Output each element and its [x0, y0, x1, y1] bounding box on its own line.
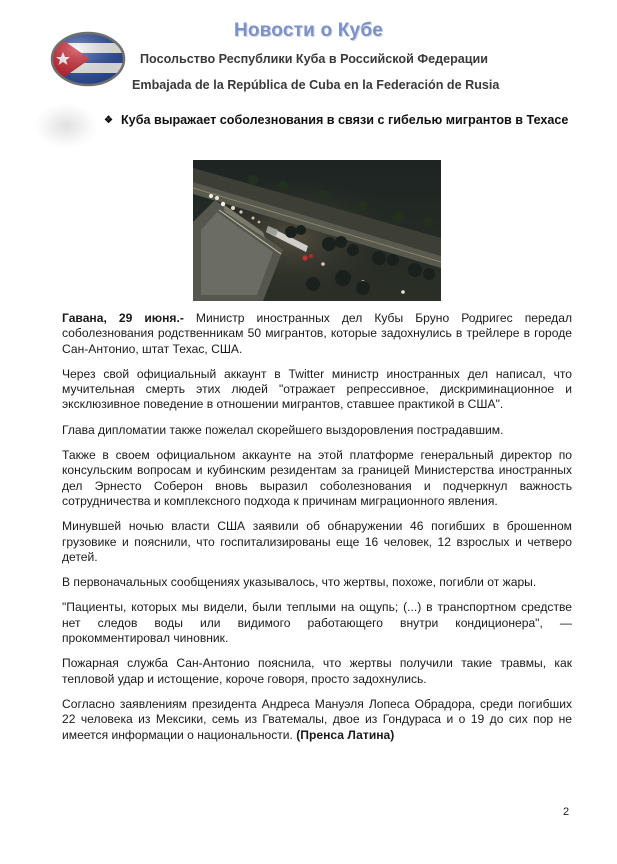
paragraph-9-text: Согласно заявлениям президента Андреса Мануэля Лопеса Обрадора, среди погибших 22 человека из Мексики, семь из Гватемалы, двое из Гондураса и о 19 до сих пор не имеется информации о национальности.: [62, 696, 572, 742]
article-headline: [104, 113, 568, 127]
headline-text: Куба выражает соболезнования в связи с гибелью мигрантов в Техасе: [121, 113, 569, 127]
article-photo: [193, 160, 441, 301]
decorative-blur: [35, 104, 97, 148]
newsletter-title: Новости о Кубе: [233, 20, 384, 41]
paragraph-4: Также в своем официальном аккаунте на этой платформе генеральный директор по консульским вопросам и кубинским резидентам за границей Министерства иностранных дел Эрнесто Соберон вновь выразил соболезнования и подчеркнул важность сотрудничества и комплексного подхода к причинам миграционного явления.: [62, 448, 572, 508]
news-source: (Пренса Латина): [296, 727, 395, 742]
dateline: Гавана, 29 июня.-: [62, 311, 184, 325]
article-body: [62, 311, 572, 743]
paragraph-2: Через свой официальный аккаунт в Twitter министр иностранных дел написал, что мучительная смерть этих людей "отражает репрессивное, дискриминационное и эксклюзивное поведение в отношении мигрантов, ставшее практикой в США".: [62, 366, 572, 412]
paragraph-9: [62, 697, 572, 743]
paragraph-6: В первоначальных сообщениях указывалось, что жертвы, похоже, погибли от жары.: [62, 575, 537, 590]
paragraph-1: [62, 311, 572, 357]
paragraph-8: Пожарная служба Сан-Антонио пояснила, что жертвы получили такие травмы, как тепловой удар и истощение, короче говоря, просто задохнулись.: [62, 656, 572, 686]
embassy-name-es: Embajada de la República de Cuba en la Federación de Rusia: [132, 78, 500, 92]
paragraph-3: Глава дипломатии также пожелал скорейшего выздоровления пострадавшим.: [62, 422, 504, 437]
diamond-bullet-icon: ❖: [104, 115, 113, 126]
page-number: 2: [563, 806, 570, 818]
paragraph-7: "Пациенты, которых мы видели, были теплыми на ощупь; (...) в транспортном средстве нет следов воды или видимого работающего внутри кондиционера", — прокомментировал чиновник.: [62, 600, 572, 646]
paragraph-5: Минувшей ночью власти США заявили об обнаружении 46 погибших в брошенном грузовике и пояснили, что госпитализированы еще 16 человек, 12 взрослых и четверо детей.: [62, 519, 572, 564]
paragraph-1-text: Министр иностранных дел Кубы Бруно Родригес передал соболезнования родственникам 50 мигрантов, которые задохнулись в трейлере в городе Сан-Антонио, штат Техас, США.: [62, 311, 573, 356]
embassy-name-ru: Посольство Республики Куба в Российской Федерации: [140, 52, 488, 66]
